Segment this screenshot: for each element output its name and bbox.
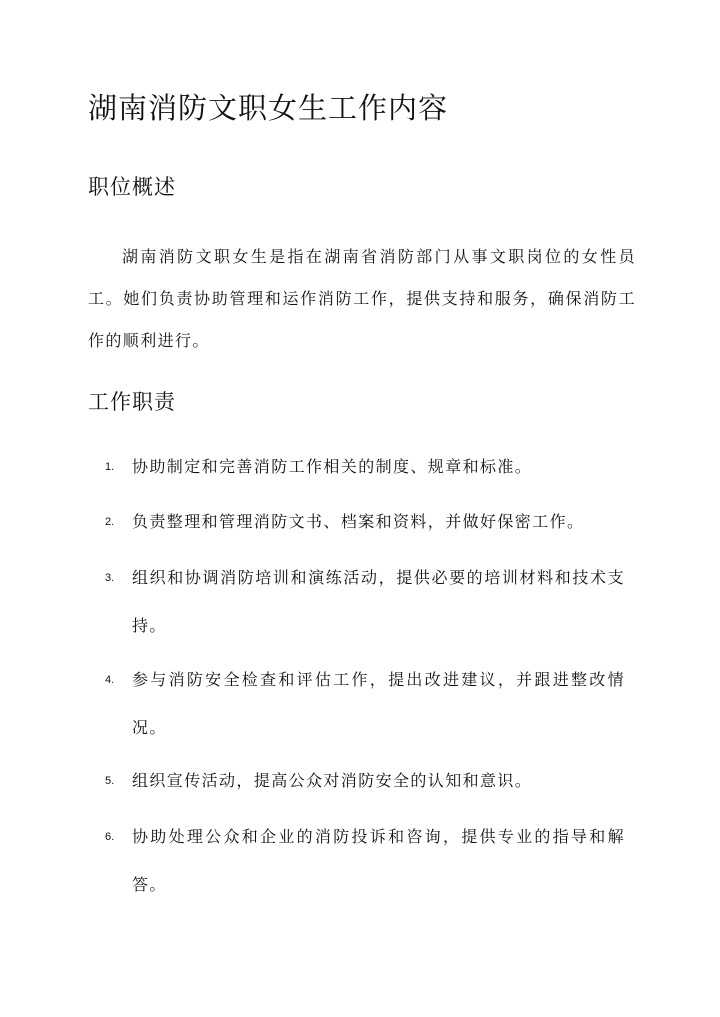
duty-text: 协助处理公众和企业的消防投诉和咨询，提供专业的指导和解答。 — [132, 827, 625, 894]
section-heading-duties: 工作职责 — [88, 390, 176, 414]
section-heading-overview: 职位概述 — [88, 175, 176, 199]
document-title: 湖南消防文职女生工作内容 — [88, 91, 449, 125]
list-number: 4. — [105, 674, 115, 686]
duty-item — [105, 443, 625, 491]
duty-text: 负责整理和管理消防文书、档案和资料，并做好保密工作。 — [132, 512, 585, 531]
duty-item — [105, 656, 625, 752]
duty-item — [105, 554, 625, 650]
duty-item — [105, 757, 625, 805]
duty-item — [105, 813, 625, 909]
list-number: 5. — [105, 775, 115, 787]
list-number: 3. — [105, 572, 115, 584]
duty-text: 协助制定和完善消防工作相关的制度、规章和标准。 — [132, 457, 533, 476]
list-number: 1. — [105, 461, 115, 473]
duty-text: 参与消防安全检查和评估工作，提出改进建议，并跟进整改情况。 — [132, 670, 625, 737]
list-number: 6. — [105, 831, 115, 843]
duty-text: 组织和协调消防培训和演练活动，提供必要的培训材料和技术支持。 — [132, 568, 625, 635]
duty-item — [105, 498, 625, 546]
overview-paragraph: 湖南消防文职女生是指在湖南省消防部门从事文职岗位的女性员工。她们负责协助管理和运作消防工作，提供支持和服务，确保消防工作的顺利进行。 — [88, 247, 636, 350]
list-number: 2. — [105, 516, 115, 528]
duty-text: 组织宣传活动，提高公众对消防安全的认知和意识。 — [132, 771, 533, 790]
